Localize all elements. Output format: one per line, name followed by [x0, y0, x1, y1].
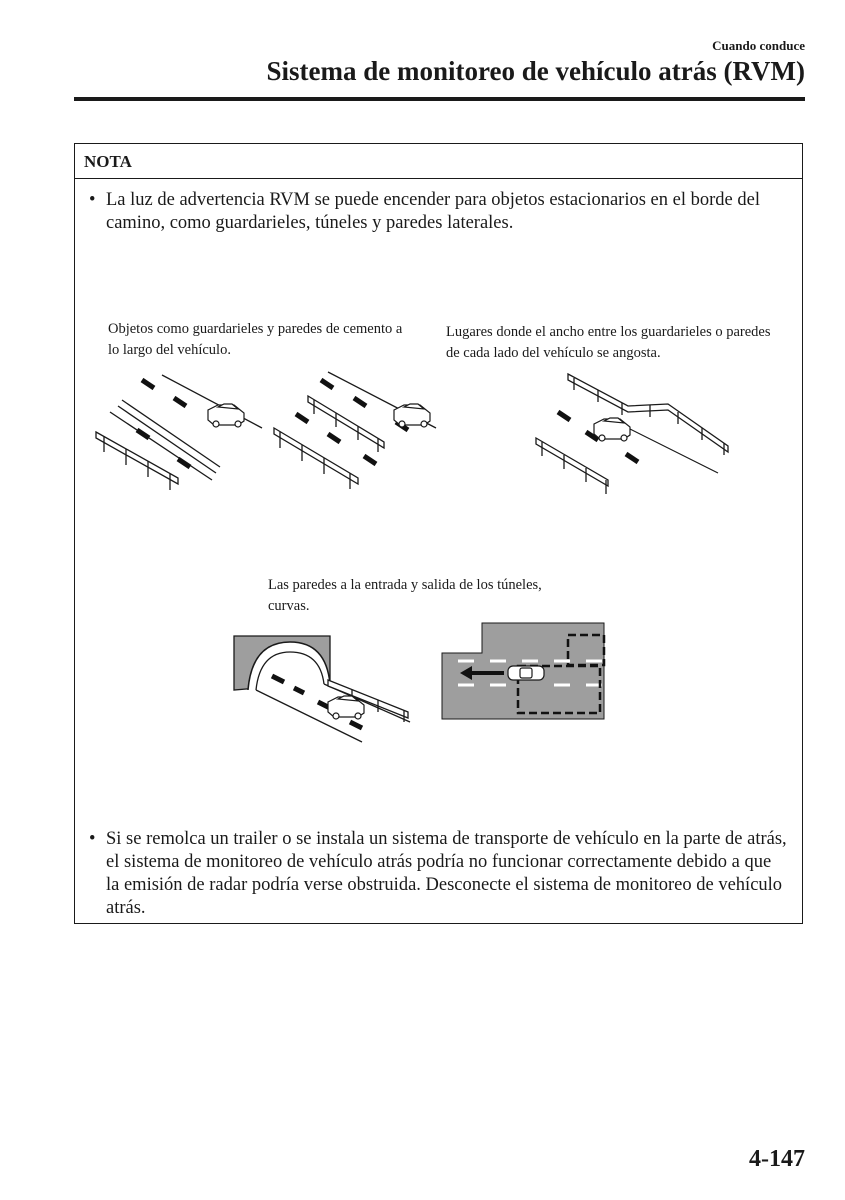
section-label: Cuando conduce: [712, 38, 805, 53]
tunnel-entrance-illustration: [232, 632, 412, 747]
narrowing-road-illustration: [528, 368, 733, 503]
caption-tunnels-curves: Las paredes a la entrada y salida de los túneles, curvas.: [268, 577, 542, 614]
car-icon: [208, 404, 244, 427]
note-bullet-2: [89, 828, 789, 920]
note-heading: NOTA: [75, 144, 802, 179]
road-with-guardrails-illustration: [266, 370, 446, 500]
bullet-text: La luz de advertencia RVM se puede encender para objetos estacionarios en el borde del camino, como guardarieles, túneles y paredes laterales.: [106, 190, 760, 233]
title-rule: [74, 97, 805, 101]
note-box: [74, 143, 803, 924]
page-title: Sistema de monitoreo de vehículo atrás (RVM): [266, 56, 805, 86]
curve-radar-diagram: [440, 621, 608, 721]
car-icon: [508, 666, 544, 680]
note-bullet-1: [89, 189, 789, 235]
bullet-symbol: •: [89, 829, 96, 849]
car-icon: [394, 404, 430, 427]
road-with-wall-illustration: [92, 370, 267, 500]
bullet-text: Si se remolca un trailer o se instala un sistema de transporte de vehículo en la parte de atrás, el sistema de monitoreo de vehículo atrás podría no funcionar correctamente debido a que la emisión de radar podría verse obstruida. Desconecte el sistema de monitoreo de vehículo atrás.: [106, 829, 787, 918]
caption-narrowing-road: Lugares donde el ancho entre los guardarieles o paredes de cada lado del vehículo se angosta.: [446, 324, 771, 361]
car-icon: [594, 418, 630, 441]
caption-roadside-walls: Objetos como guardarieles y paredes de cemento a lo largo del vehículo.: [108, 321, 403, 358]
bullet-symbol: •: [89, 190, 96, 210]
page-number: 4-147: [749, 1146, 805, 1172]
